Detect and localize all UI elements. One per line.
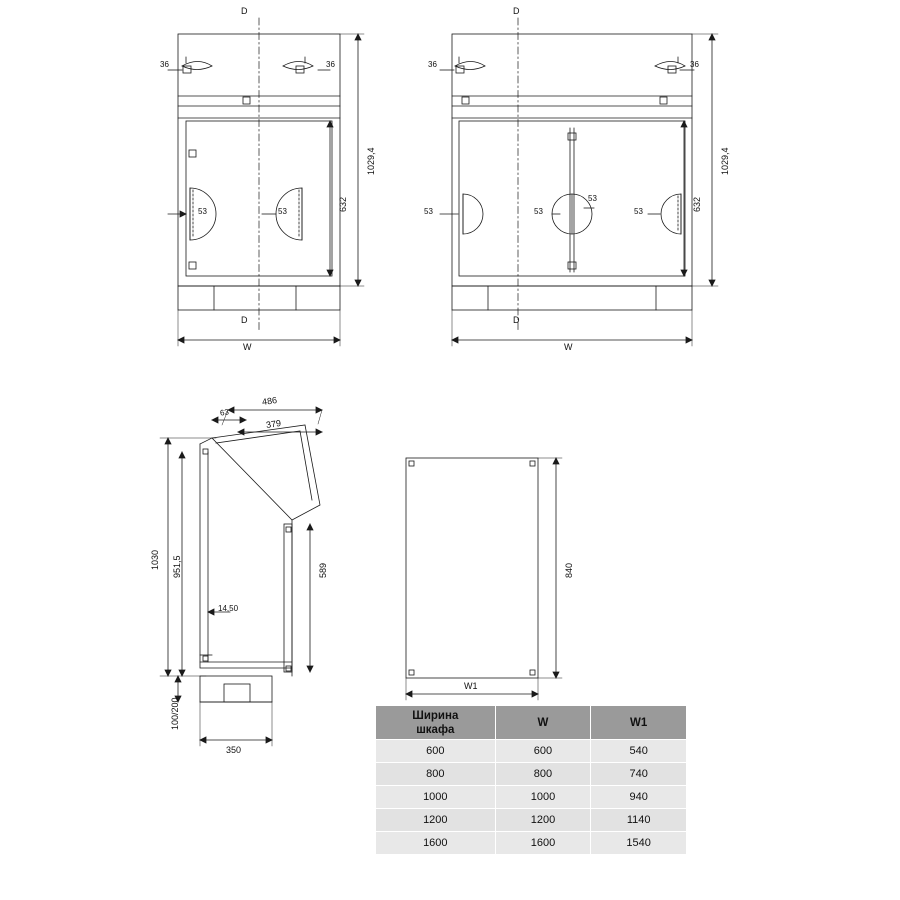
dim-height-body-side: 951,5 [172, 555, 182, 578]
table-row [376, 786, 687, 809]
dim-width-view1: W [243, 342, 252, 352]
cell-w: 600 [495, 740, 591, 763]
section-mark-d-bottom-view2: D [513, 315, 520, 325]
cell-w1: 1540 [591, 832, 687, 855]
dim-handle-1-view2: 53 [424, 207, 433, 216]
dim-panel-height: 840 [564, 562, 574, 578]
dimensions-table [375, 705, 687, 855]
cell-cabinet-width: 1200 [376, 809, 496, 832]
dim-handle-right-view1: 53 [278, 207, 287, 216]
cell-w1: 540 [591, 740, 687, 763]
header-w1: W1 [591, 706, 687, 740]
dim-height-overall-side: 1030 [150, 549, 160, 570]
dim-top-lip: 63 [219, 407, 230, 418]
header-cabinet-width [376, 706, 496, 740]
dim-top-slope-inner: 379 [265, 418, 282, 430]
dim-inner-height-view1: 632 [338, 196, 348, 212]
cell-w: 1600 [495, 832, 591, 855]
table-header-row [376, 706, 687, 740]
cell-w1: 740 [591, 763, 687, 786]
dim-handle-3-view2: 53 [588, 194, 597, 203]
header-cabinet-width-line2: шкафа [416, 723, 455, 736]
cell-cabinet-width: 1000 [376, 786, 496, 809]
dim-handle-left-view1: 53 [198, 207, 207, 216]
dim-plinth-side: 100/200 [170, 697, 180, 730]
cell-w: 1000 [495, 786, 591, 809]
dim-offset-side: 14,50 [218, 604, 239, 613]
dim-handle-2-view2: 53 [534, 207, 543, 216]
dim-lock-right-view1: 36 [326, 60, 335, 69]
section-mark-d-bottom-view1: D [241, 315, 248, 325]
dim-panel-width: W1 [464, 681, 478, 691]
cell-w: 800 [495, 763, 591, 786]
cell-cabinet-width: 1600 [376, 832, 496, 855]
dim-lock-left-view1: 36 [160, 60, 169, 69]
cell-cabinet-width: 800 [376, 763, 496, 786]
section-mark-d-top-view1: D [241, 6, 248, 16]
dim-total-height-view2: 1029,4 [720, 147, 730, 175]
table-row [376, 740, 687, 763]
cell-w1: 1140 [591, 809, 687, 832]
dim-lock-right-view2: 36 [690, 60, 699, 69]
cell-w1: 940 [591, 786, 687, 809]
dim-inner-height-view2: 632 [692, 196, 702, 212]
dim-width-view2: W [564, 342, 573, 352]
section-mark-d-top-view2: D [513, 6, 520, 16]
dim-door-height-side: 589 [318, 562, 328, 578]
header-w: W [495, 706, 591, 740]
dim-top-slope-outer: 486 [261, 395, 278, 407]
dim-lock-left-view2: 36 [428, 60, 437, 69]
cell-w: 1200 [495, 809, 591, 832]
dim-handle-4-view2: 53 [634, 207, 643, 216]
table-row [376, 832, 687, 855]
header-cabinet-width-line1: Ширина [412, 709, 459, 722]
cell-cabinet-width: 600 [376, 740, 496, 763]
dim-total-height-view1: 1029,4 [366, 147, 376, 175]
table-row [376, 809, 687, 832]
dim-base-depth-side: 350 [226, 745, 242, 755]
table-row [376, 763, 687, 786]
